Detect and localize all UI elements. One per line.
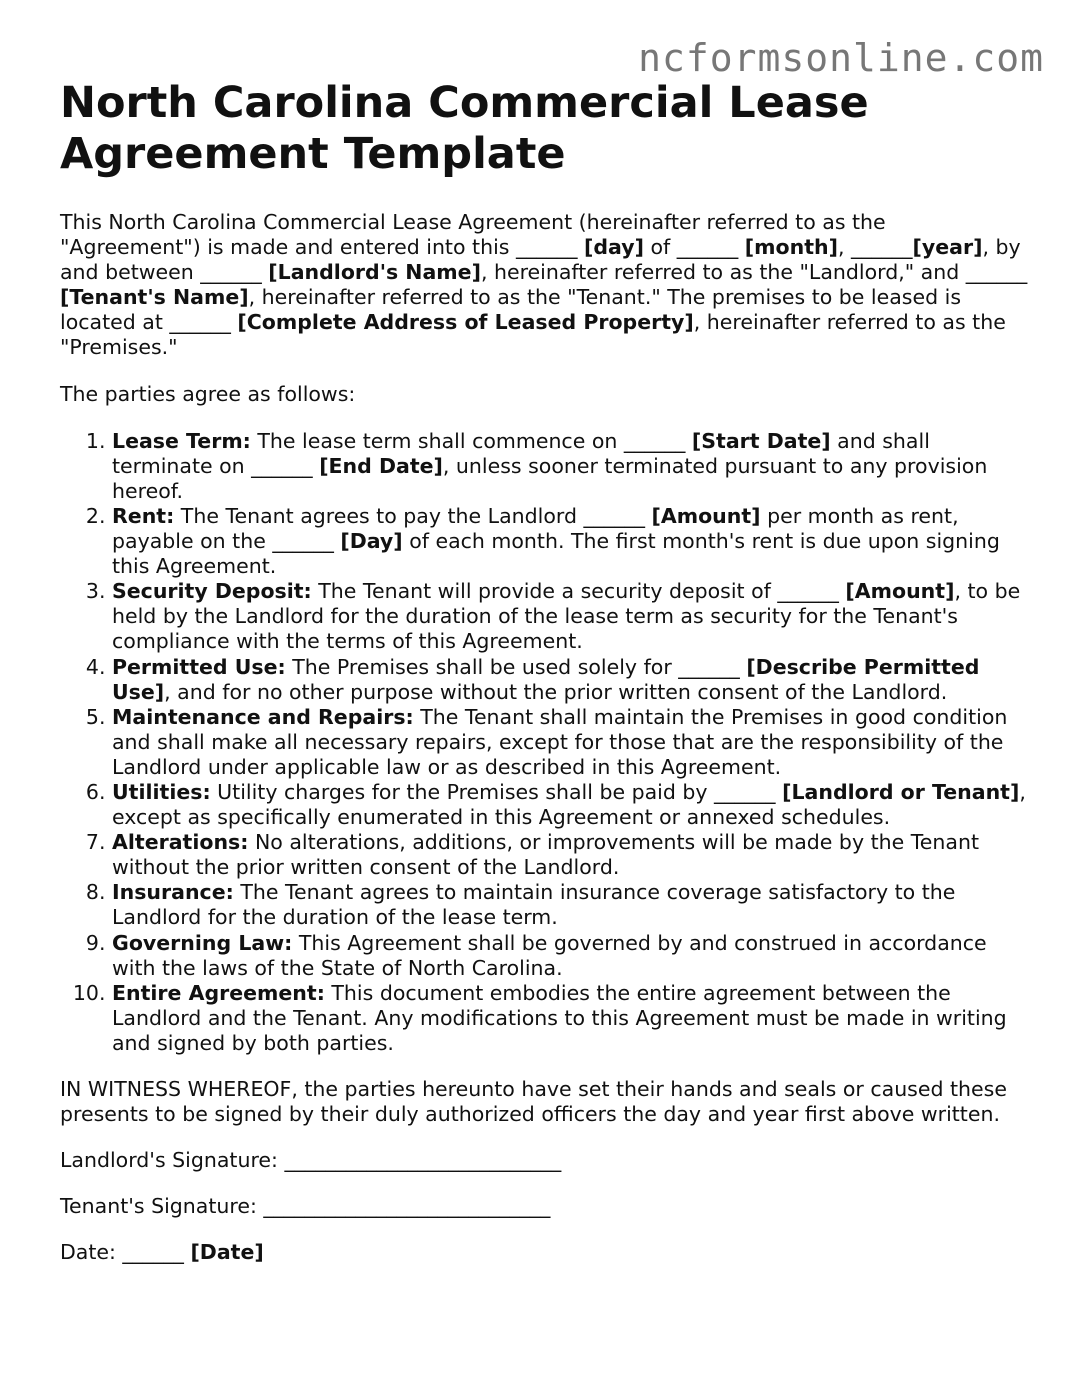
term-item [112,504,1030,579]
term-item [112,429,1030,504]
term-text: , and for no other purpose without the prior written consent of the Landlord. [164,679,948,704]
term-text: No alterations, additions, or improvements will be made by the Tenant without the prior written consent of the Landlord. [112,830,979,880]
term-title: Lease Term: [112,428,251,453]
term-text: Utility charges for the Premises shall be paid by ______ [210,779,783,804]
term-text: of each month. The first month's rent is due upon signing this Agreement. [112,529,1000,579]
term-placeholder: [Amount] [845,579,955,604]
term-title: Security Deposit: [112,579,312,604]
intro-paragraph [60,210,1030,361]
watermark: ncformsonline.com [638,36,1044,80]
term-item [112,705,1030,780]
term-text: and shall terminate on ______ [112,428,930,478]
date-label: Date: ______ [60,1240,191,1265]
term-item [112,655,1030,705]
term-placeholder: [Amount] [651,503,761,528]
term-text: This Agreement shall be governed by and construed in accordance with the laws of the State of North Carolina. [112,930,987,980]
term-item [112,931,1030,981]
term-text: The Tenant shall maintain the Premises in good condition and shall make all necessary repairs, except for those that are the responsibility of the Landlord under applicable law or as described in this Agreement. [112,704,1008,779]
intro-text: , hereinafter referred to as the "Premises." [60,310,1006,360]
term-title: Utilities: [112,779,211,804]
document-body [60,210,1030,1265]
month-placeholder: [month] [744,235,838,260]
document-title: North Carolina Commercial Lease Agreement Template [60,78,869,179]
term-text: The lease term shall commence on ______ [250,428,692,453]
term-title: Rent: [112,503,175,528]
intro-text: , hereinafter referred to as the "Landlord," and ______ [480,260,1028,285]
term-title: Maintenance and Repairs: [112,704,414,729]
date-line [60,1240,1030,1265]
address-placeholder: [Complete Address of Leased Property] [237,310,694,335]
intro-text: This North Carolina Commercial Lease Agreement (hereinafter referred to as the "Agreement") is made and entered into this ______ [60,210,886,260]
term-placeholder: [Landlord or Tenant] [782,779,1020,804]
term-item [112,981,1030,1056]
term-placeholder: [End Date] [319,453,443,478]
witness-paragraph: IN WITNESS WHEREOF, the parties hereunto have set their hands and seals or caused these presents to be signed by their duly authorized officers the day and year first above written. [60,1077,1007,1127]
term-placeholder: [Describe Permitted Use] [112,654,980,704]
intro-text: , hereinafter referred to as the "Tenant." The premises to be leased is located at ______ [60,285,961,335]
term-text: The Premises shall be used solely for ______ [285,654,747,679]
agree-text: The parties agree as follows: [60,381,356,406]
tenant-name-placeholder: [Tenant's Name] [60,285,249,310]
term-text: , except as specifically enumerated in this Agreement or annexed schedules. [112,779,1026,830]
term-title: Alterations: [112,830,249,855]
term-text: , unless sooner terminated pursuant to any provision hereof. [112,453,988,503]
term-title: Governing Law: [112,930,293,955]
year-placeholder: [year] [912,235,983,260]
term-text: , to be held by the Landlord for the duration of the lease term as security for the Tenant's compliance with the terms of this Agreement. [112,579,1021,654]
day-placeholder: [day] [583,235,644,260]
term-text: The Tenant agrees to maintain insurance coverage satisfactory to the Landlord for the duration of the lease term. [112,880,956,930]
landlord-signature-line: Landlord's Signature: ___________________________ [60,1148,562,1173]
date-placeholder: [Date] [190,1240,264,1265]
term-title: Entire Agreement: [112,980,325,1005]
term-item [112,830,1030,880]
tenant-signature-line: Tenant's Signature: ____________________________ [60,1194,551,1219]
term-item [112,780,1030,830]
term-title: Permitted Use: [112,654,286,679]
term-title: Insurance: [112,880,234,905]
term-text: The Tenant will provide a security deposit of ______ [311,579,846,604]
term-text: This document embodies the entire agreement between the Landlord and the Tenant. Any modifications to this Agreement must be made in writing and signed by both parties. [112,980,1007,1055]
intro-text: , by and between ______ [60,235,1021,285]
term-placeholder: [Start Date] [691,428,831,453]
term-text: per month as rent, payable on the ______ [112,503,959,554]
document-page [60,78,1030,1265]
term-item [112,880,1030,930]
term-placeholder: [Day] [340,529,403,554]
terms-list [60,429,1030,1056]
intro-text: , ______ [837,235,913,260]
landlord-name-placeholder: [Landlord's Name] [268,260,481,285]
intro-text: of ______ [643,235,745,260]
term-text: The Tenant agrees to pay the Landlord ______ [174,503,652,528]
term-item [112,579,1030,654]
